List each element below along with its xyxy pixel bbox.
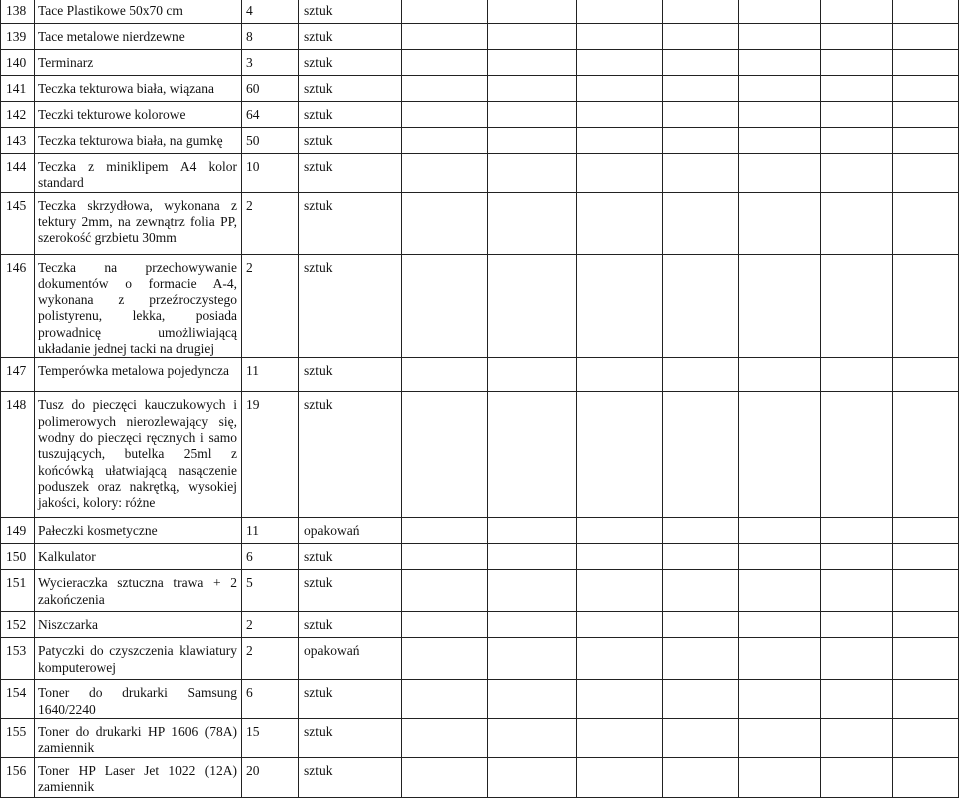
empty-cell: [893, 76, 959, 102]
row-number: 151: [1, 570, 35, 612]
empty-cell: [739, 24, 821, 50]
empty-cell: [663, 612, 739, 638]
empty-cell: [402, 128, 488, 154]
empty-cell: [739, 128, 821, 154]
item-quantity: 19: [242, 392, 299, 518]
table-row: [1, 76, 959, 102]
empty-cell: [893, 612, 959, 638]
empty-cell: [663, 192, 739, 254]
empty-cell: [402, 102, 488, 128]
row-number: 141: [1, 76, 35, 102]
empty-cell: [663, 358, 739, 392]
item-name: Tace metalowe nierdzewne: [35, 24, 242, 50]
item-quantity: 2: [242, 254, 299, 358]
table-row: [1, 0, 959, 24]
empty-cell: [402, 24, 488, 50]
empty-cell: [488, 680, 577, 719]
item-quantity: 50: [242, 128, 299, 154]
table-row: [1, 392, 959, 518]
empty-cell: [893, 680, 959, 719]
empty-cell: [577, 570, 663, 612]
item-quantity: 64: [242, 102, 299, 128]
empty-cell: [663, 718, 739, 757]
row-number: 152: [1, 612, 35, 638]
item-name: Tusz do pieczęci kauczukowych i polimerowych nierozlewający się, wodny do pieczęci ręcznych i samo tuszujących, butelka 25ml z końcówką ułatwiającą nasączenie poduszek oraz nakrętką, wysokiej jakości, kolory: różne: [35, 392, 242, 518]
row-number: 155: [1, 718, 35, 757]
empty-cell: [663, 518, 739, 544]
item-unit: sztuk: [299, 192, 402, 254]
empty-cell: [488, 612, 577, 638]
empty-cell: [488, 392, 577, 518]
empty-cell: [577, 154, 663, 193]
empty-cell: [821, 192, 893, 254]
row-number: 150: [1, 544, 35, 570]
empty-cell: [739, 254, 821, 358]
empty-cell: [821, 50, 893, 76]
table-row: [1, 254, 959, 358]
item-quantity: 6: [242, 680, 299, 719]
item-unit: sztuk: [299, 718, 402, 757]
row-number: 147: [1, 358, 35, 392]
item-quantity: 8: [242, 24, 299, 50]
empty-cell: [663, 102, 739, 128]
item-unit: sztuk: [299, 358, 402, 392]
empty-cell: [893, 0, 959, 24]
empty-cell: [893, 392, 959, 518]
row-number: 142: [1, 102, 35, 128]
empty-cell: [488, 254, 577, 358]
empty-cell: [893, 638, 959, 680]
empty-cell: [488, 192, 577, 254]
empty-cell: [577, 518, 663, 544]
item-name: Tace Plastikowe 50x70 cm: [35, 0, 242, 24]
empty-cell: [488, 0, 577, 24]
empty-cell: [577, 392, 663, 518]
empty-cell: [893, 358, 959, 392]
item-name: Pałeczki kosmetyczne: [35, 518, 242, 544]
empty-cell: [402, 680, 488, 719]
empty-cell: [893, 254, 959, 358]
empty-cell: [893, 50, 959, 76]
item-quantity: 10: [242, 154, 299, 193]
empty-cell: [402, 718, 488, 757]
empty-cell: [663, 50, 739, 76]
empty-cell: [577, 0, 663, 24]
item-unit: sztuk: [299, 154, 402, 193]
item-quantity: 11: [242, 358, 299, 392]
item-unit: opakowań: [299, 638, 402, 680]
empty-cell: [821, 0, 893, 24]
item-name: Patyczki do czyszczenia klawiatury komputerowej: [35, 638, 242, 680]
empty-cell: [577, 757, 663, 797]
empty-cell: [739, 680, 821, 719]
item-name: Toner HP Laser Jet 1022 (12A) zamiennik: [35, 757, 242, 797]
empty-cell: [663, 254, 739, 358]
empty-cell: [739, 518, 821, 544]
empty-cell: [577, 544, 663, 570]
empty-cell: [739, 358, 821, 392]
empty-cell: [821, 358, 893, 392]
item-name: Teczka tekturowa biała, wiązana: [35, 76, 242, 102]
item-unit: sztuk: [299, 680, 402, 719]
empty-cell: [488, 24, 577, 50]
empty-cell: [821, 544, 893, 570]
table-row: [1, 612, 959, 638]
empty-cell: [402, 570, 488, 612]
empty-cell: [821, 154, 893, 193]
empty-cell: [402, 358, 488, 392]
empty-cell: [821, 128, 893, 154]
table-row: [1, 24, 959, 50]
item-quantity: 2: [242, 612, 299, 638]
empty-cell: [402, 392, 488, 518]
empty-cell: [577, 128, 663, 154]
item-name: Toner do drukarki Samsung 1640/2240: [35, 680, 242, 719]
empty-cell: [739, 612, 821, 638]
item-unit: sztuk: [299, 24, 402, 50]
empty-cell: [893, 544, 959, 570]
empty-cell: [739, 192, 821, 254]
empty-cell: [402, 154, 488, 193]
empty-cell: [488, 570, 577, 612]
empty-cell: [402, 50, 488, 76]
empty-cell: [821, 757, 893, 797]
empty-cell: [893, 718, 959, 757]
empty-cell: [577, 76, 663, 102]
item-unit: sztuk: [299, 254, 402, 358]
row-number: 156: [1, 757, 35, 797]
item-quantity: 15: [242, 718, 299, 757]
empty-cell: [488, 544, 577, 570]
empty-cell: [893, 757, 959, 797]
table-row: [1, 544, 959, 570]
item-name: Temperówka metalowa pojedyncza: [35, 358, 242, 392]
empty-cell: [893, 518, 959, 544]
item-name: Wycieraczka sztuczna trawa + 2 zakończenia: [35, 570, 242, 612]
empty-cell: [739, 102, 821, 128]
empty-cell: [821, 718, 893, 757]
empty-cell: [663, 757, 739, 797]
item-unit: sztuk: [299, 757, 402, 797]
empty-cell: [739, 0, 821, 24]
empty-cell: [577, 638, 663, 680]
empty-cell: [402, 192, 488, 254]
table-row: [1, 638, 959, 680]
empty-cell: [488, 518, 577, 544]
empty-cell: [402, 544, 488, 570]
empty-cell: [577, 612, 663, 638]
item-quantity: 11: [242, 518, 299, 544]
row-number: 138: [1, 0, 35, 24]
table-row: [1, 757, 959, 797]
empty-cell: [821, 254, 893, 358]
empty-cell: [821, 570, 893, 612]
row-number: 153: [1, 638, 35, 680]
table-row: [1, 50, 959, 76]
empty-cell: [739, 638, 821, 680]
empty-cell: [821, 76, 893, 102]
empty-cell: [488, 50, 577, 76]
row-number: 146: [1, 254, 35, 358]
empty-cell: [821, 24, 893, 50]
item-name: Terminarz: [35, 50, 242, 76]
empty-cell: [739, 50, 821, 76]
item-quantity: 6: [242, 544, 299, 570]
item-name: Kalkulator: [35, 544, 242, 570]
empty-cell: [893, 102, 959, 128]
empty-cell: [577, 50, 663, 76]
row-number: 154: [1, 680, 35, 719]
item-quantity: 60: [242, 76, 299, 102]
empty-cell: [663, 154, 739, 193]
item-unit: sztuk: [299, 570, 402, 612]
empty-cell: [821, 518, 893, 544]
item-unit: sztuk: [299, 392, 402, 518]
item-unit: opakowań: [299, 518, 402, 544]
row-number: 144: [1, 154, 35, 193]
item-unit: sztuk: [299, 0, 402, 24]
empty-cell: [488, 358, 577, 392]
row-number: 148: [1, 392, 35, 518]
empty-cell: [821, 392, 893, 518]
item-quantity: 3: [242, 50, 299, 76]
empty-cell: [739, 757, 821, 797]
empty-cell: [663, 638, 739, 680]
empty-cell: [577, 254, 663, 358]
empty-cell: [488, 718, 577, 757]
empty-cell: [577, 358, 663, 392]
empty-cell: [577, 102, 663, 128]
item-name: Toner do drukarki HP 1606 (78A) zamiennik: [35, 718, 242, 757]
item-quantity: 5: [242, 570, 299, 612]
table-row: [1, 358, 959, 392]
empty-cell: [663, 544, 739, 570]
empty-cell: [488, 638, 577, 680]
empty-cell: [488, 154, 577, 193]
empty-cell: [739, 154, 821, 193]
item-name: Niszczarka: [35, 612, 242, 638]
empty-cell: [739, 544, 821, 570]
table-row: [1, 128, 959, 154]
empty-cell: [821, 102, 893, 128]
empty-cell: [488, 76, 577, 102]
items-table-body: [1, 0, 959, 797]
table-row: [1, 102, 959, 128]
empty-cell: [488, 102, 577, 128]
empty-cell: [402, 757, 488, 797]
item-unit: sztuk: [299, 50, 402, 76]
empty-cell: [663, 24, 739, 50]
item-name: Teczka na przechowywanie dokumentów o formacie A-4, wykonana z przeźroczystego polistyrenu, lekka, posiada prowadnicę umożliwiającą układanie jednej tacki na drugiej: [35, 254, 242, 358]
empty-cell: [739, 570, 821, 612]
table-row: [1, 154, 959, 193]
empty-cell: [739, 392, 821, 518]
item-unit: sztuk: [299, 128, 402, 154]
table-row: [1, 518, 959, 544]
empty-cell: [739, 76, 821, 102]
item-name: Teczki tekturowe kolorowe: [35, 102, 242, 128]
item-unit: sztuk: [299, 612, 402, 638]
row-number: 143: [1, 128, 35, 154]
empty-cell: [402, 638, 488, 680]
item-name: Teczka z miniklipem A4 kolor standard: [35, 154, 242, 193]
empty-cell: [663, 0, 739, 24]
item-name: Teczka tekturowa biała, na gumkę: [35, 128, 242, 154]
row-number: 145: [1, 192, 35, 254]
item-unit: sztuk: [299, 102, 402, 128]
empty-cell: [663, 128, 739, 154]
item-quantity: 2: [242, 638, 299, 680]
empty-cell: [577, 718, 663, 757]
row-number: 149: [1, 518, 35, 544]
empty-cell: [893, 570, 959, 612]
empty-cell: [893, 192, 959, 254]
empty-cell: [402, 0, 488, 24]
item-quantity: 20: [242, 757, 299, 797]
row-number: 139: [1, 24, 35, 50]
empty-cell: [663, 76, 739, 102]
empty-cell: [577, 24, 663, 50]
item-unit: sztuk: [299, 76, 402, 102]
item-quantity: 4: [242, 0, 299, 24]
empty-cell: [663, 392, 739, 518]
empty-cell: [821, 612, 893, 638]
empty-cell: [402, 76, 488, 102]
table-row: [1, 718, 959, 757]
empty-cell: [663, 680, 739, 719]
empty-cell: [821, 638, 893, 680]
empty-cell: [821, 680, 893, 719]
empty-cell: [663, 570, 739, 612]
empty-cell: [488, 757, 577, 797]
empty-cell: [402, 254, 488, 358]
empty-cell: [893, 154, 959, 193]
empty-cell: [893, 24, 959, 50]
empty-cell: [402, 518, 488, 544]
item-name: Teczka skrzydłowa, wykonana z tektury 2mm, na zewnątrz folia PP, szerokość grzbietu 30mm: [35, 192, 242, 254]
item-quantity: 2: [242, 192, 299, 254]
row-number: 140: [1, 50, 35, 76]
empty-cell: [893, 128, 959, 154]
empty-cell: [488, 128, 577, 154]
table-row: [1, 680, 959, 719]
empty-cell: [577, 680, 663, 719]
item-unit: sztuk: [299, 544, 402, 570]
empty-cell: [739, 718, 821, 757]
empty-cell: [402, 612, 488, 638]
table-row: [1, 192, 959, 254]
table-row: [1, 570, 959, 612]
empty-cell: [577, 192, 663, 254]
